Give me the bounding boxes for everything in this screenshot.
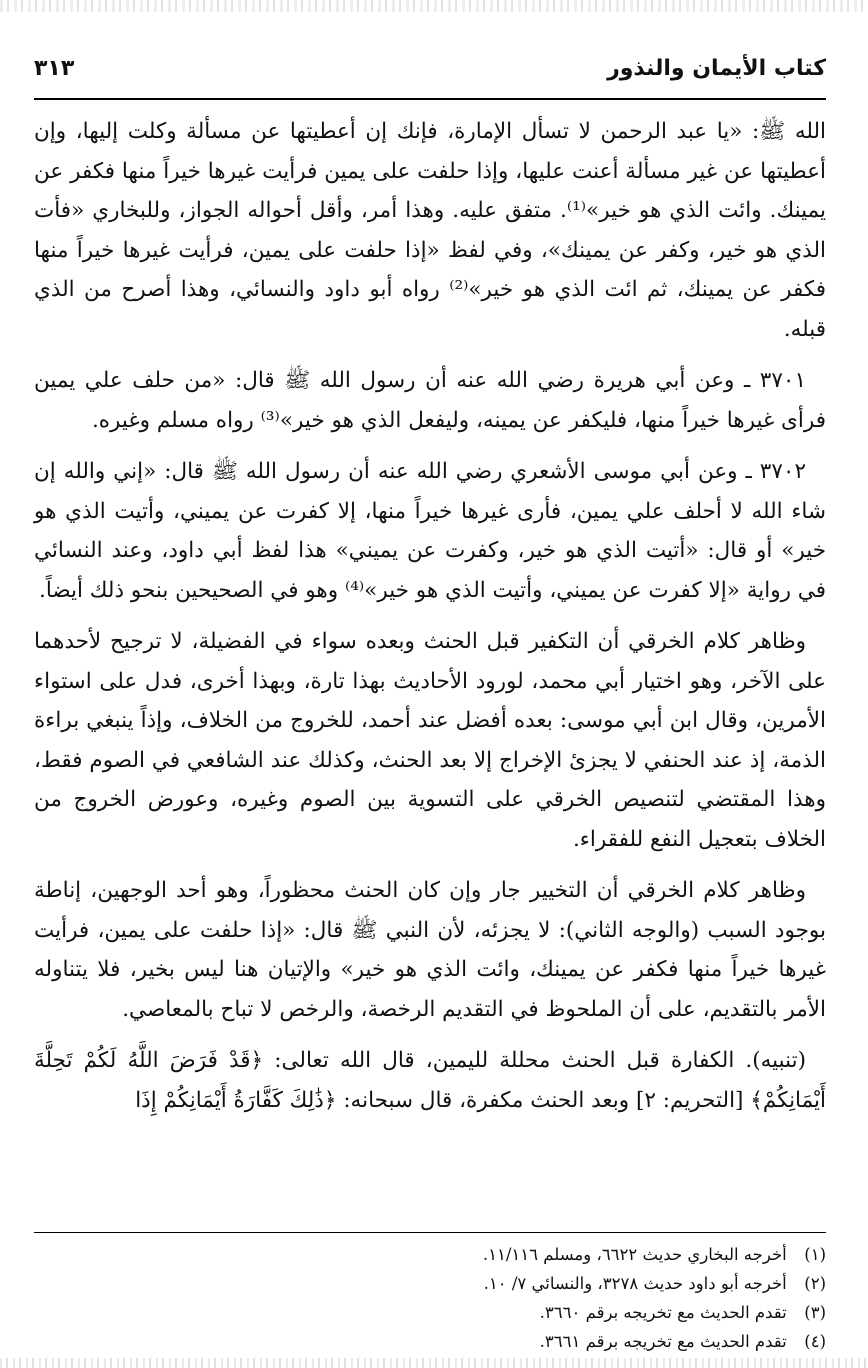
footnote-number: (٢) xyxy=(804,1274,826,1293)
footnote-number: (٣) xyxy=(804,1303,826,1322)
footnotes xyxy=(34,1240,826,1356)
scan-artifact-bottom xyxy=(0,1358,868,1368)
footnote-number: (٤) xyxy=(804,1332,826,1351)
scan-artifact-top xyxy=(0,0,868,12)
paragraph-commentary-timing: وظاهر كلام الخرقي أن التكفير قبل الحنث وبعده سواء في الفضيلة، لا ترجيح لأحدهما على الآخر، وهو اختيار أبي محمد، لورود الأحاديث بهذا تارة، وبهذا أخرى، فدل على استواء الأمرين، وقال ابن أبي موسى: بعده أفضل عند أحمد، للخروج من الخلاف، وإذاً ينبغي براءة الذمة، إذ عند الحنفي لا يجزئ الإخراج إلا بعد الحنث، وكذلك عند الشافعي في الصوم فقط، وهذا المقتضي لتنصيص الخرقي على التسوية بين الصوم وغيره، وعورض الخروج من الخلاف بتعجيل النفع للفقراء. xyxy=(34,629,826,852)
footnote-item xyxy=(34,1240,826,1269)
paragraph-commentary-choice: وظاهر كلام الخرقي أن التخيير جار وإن كان الحنث محظوراً، وهو أحد الوجهين، إناطة بوجود السبب (والوجه الثاني): لا يجزئه، لأن النبي ﷺ قال: «إذا حلفت على يمين، فرأيت غيرها خيراً منها فكفر عن يمينك، وائت الذي هو خير» والإتيان هنا ليس بخير، فلا يتناوله الأمر بالتقديم، على أن الملحوظ في التقديم الرخصة، والرخص لا تباح بالمعاصي. xyxy=(34,878,826,1022)
paragraph-hadith-continuation: الله ﷺ: «يا عبد الرحمن لا تسأل الإمارة، فإنك إن أعطيتها عن مسألة وكلت إليها، وإن أعطيتها عن غير مسألة أعنت عليها، وإذا حلفت على يمين فرأيت غيرها خيراً منها فكفر عن يمينك. وائت الذي هو خير»⁽¹⁾. متفق عليه. وهذا أمر، وأقل أحواله الجواز، وللبخاري «فأت الذي هو خير، وكفر عن يمينك»، وفي لفظ «إذا حلفت على يمين، فرأيت غيرها خيراً منها فكفر عن يمينك، ثم ائت الذي هو خير»⁽²⁾ رواه أبو داود والنسائي، وهذا أصرح من الذي قبله. xyxy=(34,119,827,342)
footnote-item xyxy=(34,1327,826,1356)
main-text xyxy=(34,112,826,1132)
footnote-text: أخرجه أبو داود حديث ٣٢٧٨، والنسائي ٧/ ١٠. xyxy=(483,1274,787,1293)
footnote-divider xyxy=(34,1232,826,1233)
paragraph-hadith-3701: ٣٧٠١ ـ وعن أبي هريرة رضي الله عنه أن رسول الله ﷺ قال: «من حلف علي يمين فرأى غيرها خيراً منها، فليكفر عن يمينه، وليفعل الذي هو خير»⁽³⁾ رواه مسلم وغيره. xyxy=(34,368,826,433)
paragraph-hadith-3702: ٣٧٠٢ ـ وعن أبي موسى الأشعري رضي الله عنه أن رسول الله ﷺ قال: «إني والله إن شاء الله لا أحلف علي يمين، فأرى غيرها خيراً منها، إلا كفرت عن يميني، وأتيت الذي هو خير» أو قال: «أتيت الذي هو خير، وكفرت عن يميني» هذا لفظ أبي داود، وعند النسائي في رواية «إلا كفرت عن يميني، وأتيت الذي هو خير»⁽⁴⁾ وهو في الصحيحين بنحو ذلك أيضاً. xyxy=(34,459,826,603)
page-number: ٣١٣ xyxy=(34,56,75,81)
footnote-text: تقدم الحديث مع تخريجه برقم ٣٦٦١. xyxy=(539,1332,787,1351)
paragraph-note: (تنبيه). الكفارة قبل الحنث محللة لليمين، قال الله تعالى: ﴿قَدْ فَرَضَ اللَّهُ لَكُمْ تَحِلَّةَ أَيْمَانِكُمْ﴾ [التحريم: ٢] وبعد الحنث مكفرة، قال سبحانه: ﴿ذَٰلِكَ كَفَّارَةُ أَيْمَانِكُمْ إِذَا xyxy=(34,1048,826,1113)
footnote-item xyxy=(34,1269,826,1298)
book-title: كتاب الأيمان والنذور xyxy=(607,56,826,81)
footnote-text: تقدم الحديث مع تخريجه برقم ٣٦٦٠. xyxy=(539,1303,787,1322)
footnote-text: أخرجه البخاري حديث ٦٦٢٢، ومسلم ١١/١١٦. xyxy=(482,1245,787,1264)
footnote-item xyxy=(34,1298,826,1327)
footnote-number: (١) xyxy=(804,1245,826,1264)
page-header xyxy=(34,52,826,100)
